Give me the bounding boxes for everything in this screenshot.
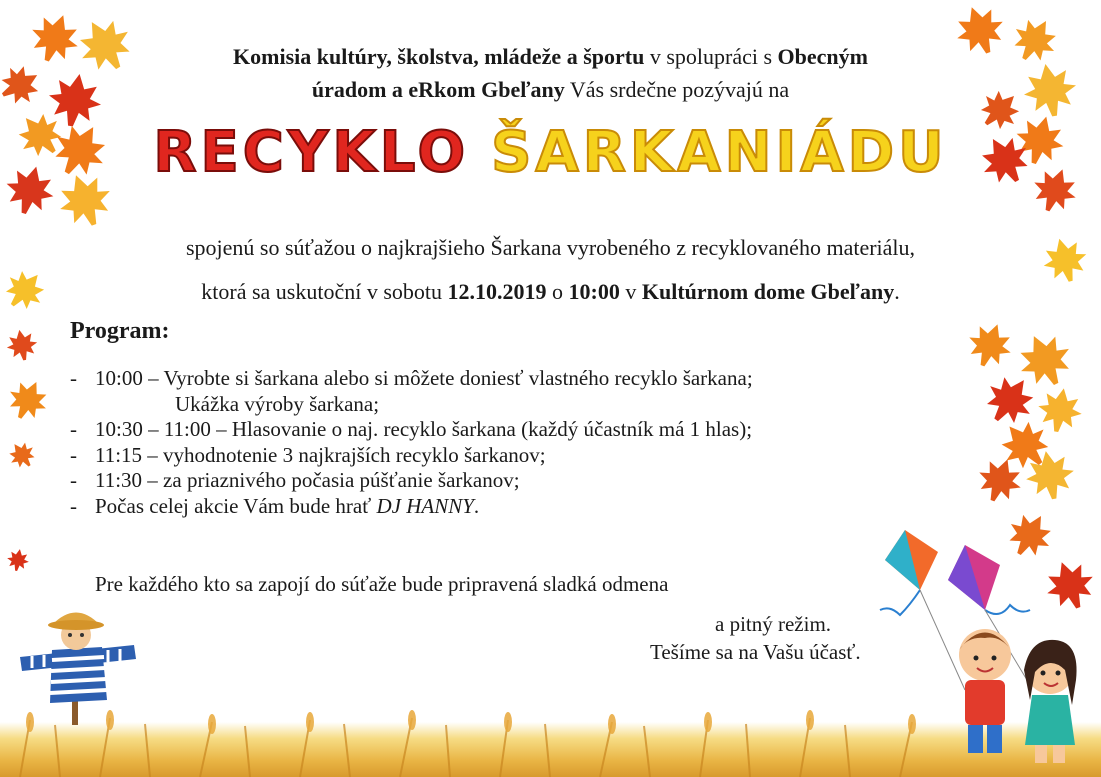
kite-right	[948, 545, 1030, 614]
program-list	[70, 366, 753, 519]
event-time: 10:00	[568, 279, 620, 304]
closing-line-2: a pitný režim.	[715, 612, 832, 636]
when-in: v	[619, 279, 642, 304]
title-word-sarkaniadu: ŠARKANIÁDU	[491, 120, 948, 185]
program-item-text: Počas celej akcie Vám bude hrať	[95, 493, 372, 518]
organizer-office-a: Obecným	[777, 44, 868, 69]
contest-description: spojenú so súťažou o najkrajšieho Šarkana vyrobeného z recyklovaného materiálu,	[185, 235, 916, 260]
when-prefix: ktorá sa uskutoční v sobotu	[201, 279, 448, 304]
event-title	[0, 120, 1101, 185]
program-item: - 10:00 – Vyrobte si šarkana alebo si môžete doniesť vlastného recyklo šarkana;	[70, 366, 753, 390]
boy	[959, 629, 1011, 753]
program-item	[70, 392, 753, 418]
intro-connector: v spolupráci s	[644, 44, 778, 69]
closing-line-3: Tešíme sa na Vašu účasť.	[650, 640, 861, 664]
dj-name: DJ HANNY	[376, 493, 474, 518]
closing-line-1: Pre každého kto sa zapojí do súťaže bude pripravená sladká odmena	[95, 572, 669, 596]
organizer-committee: Komisia kultúry, školstva, mládeže a športu	[233, 44, 645, 69]
event-place: Kultúrnom dome Gbeľany	[641, 279, 895, 304]
program-item: - Počas celej akcie Vám bude hrať DJ HANNY .	[70, 493, 480, 518]
scarecrow-illustration	[12, 605, 142, 725]
program-item: - 11:30 – za priaznivého počasia púšťanie šarkanov;	[70, 468, 520, 492]
event-when-where	[0, 279, 1101, 305]
when-end: .	[894, 279, 900, 304]
program-item: - 10:30 – 11:00 – Hlasovanie o naj. recyklo šarkana (každý účastník má 1 hlas);	[70, 417, 753, 441]
when-at: o	[546, 279, 569, 304]
program-item-text: 11:30 – za priaznivého počasia púšťanie šarkanov;	[95, 468, 520, 492]
program-heading: Program:	[70, 318, 170, 344]
intro-tail: Vás srdečne pozývajú na	[564, 77, 790, 102]
program-item-text: 10:00 – Vyrobte si šarkana alebo si môžete doniesť vlastného recyklo šarkana;	[95, 366, 753, 390]
program-item-text: 10:30 – 11:00 – Hlasovanie o naj. recyklo šarkana (každý účastník má 1 hlas);	[95, 417, 753, 441]
kids-with-kites-illustration	[860, 520, 1095, 770]
program-item: - 11:15 – vyhodnotenie 3 najkrajších recyklo šarkanov;	[70, 442, 546, 467]
program-item-text: Ukážka výroby šarkana;	[175, 391, 380, 416]
title-word-recyklo: RECYKLO	[153, 120, 470, 185]
invitation-intro	[0, 40, 1101, 106]
kite-left	[880, 530, 938, 615]
organizer-office-b: úradom a eRkom Gbeľany	[311, 77, 565, 102]
girl	[1024, 640, 1077, 763]
event-date: 12.10.2019	[447, 279, 547, 304]
program-item-end: .	[473, 493, 480, 518]
program-item-text: 11:15 – vyhodnotenie 3 najkrajších recyklo šarkanov;	[95, 442, 546, 467]
